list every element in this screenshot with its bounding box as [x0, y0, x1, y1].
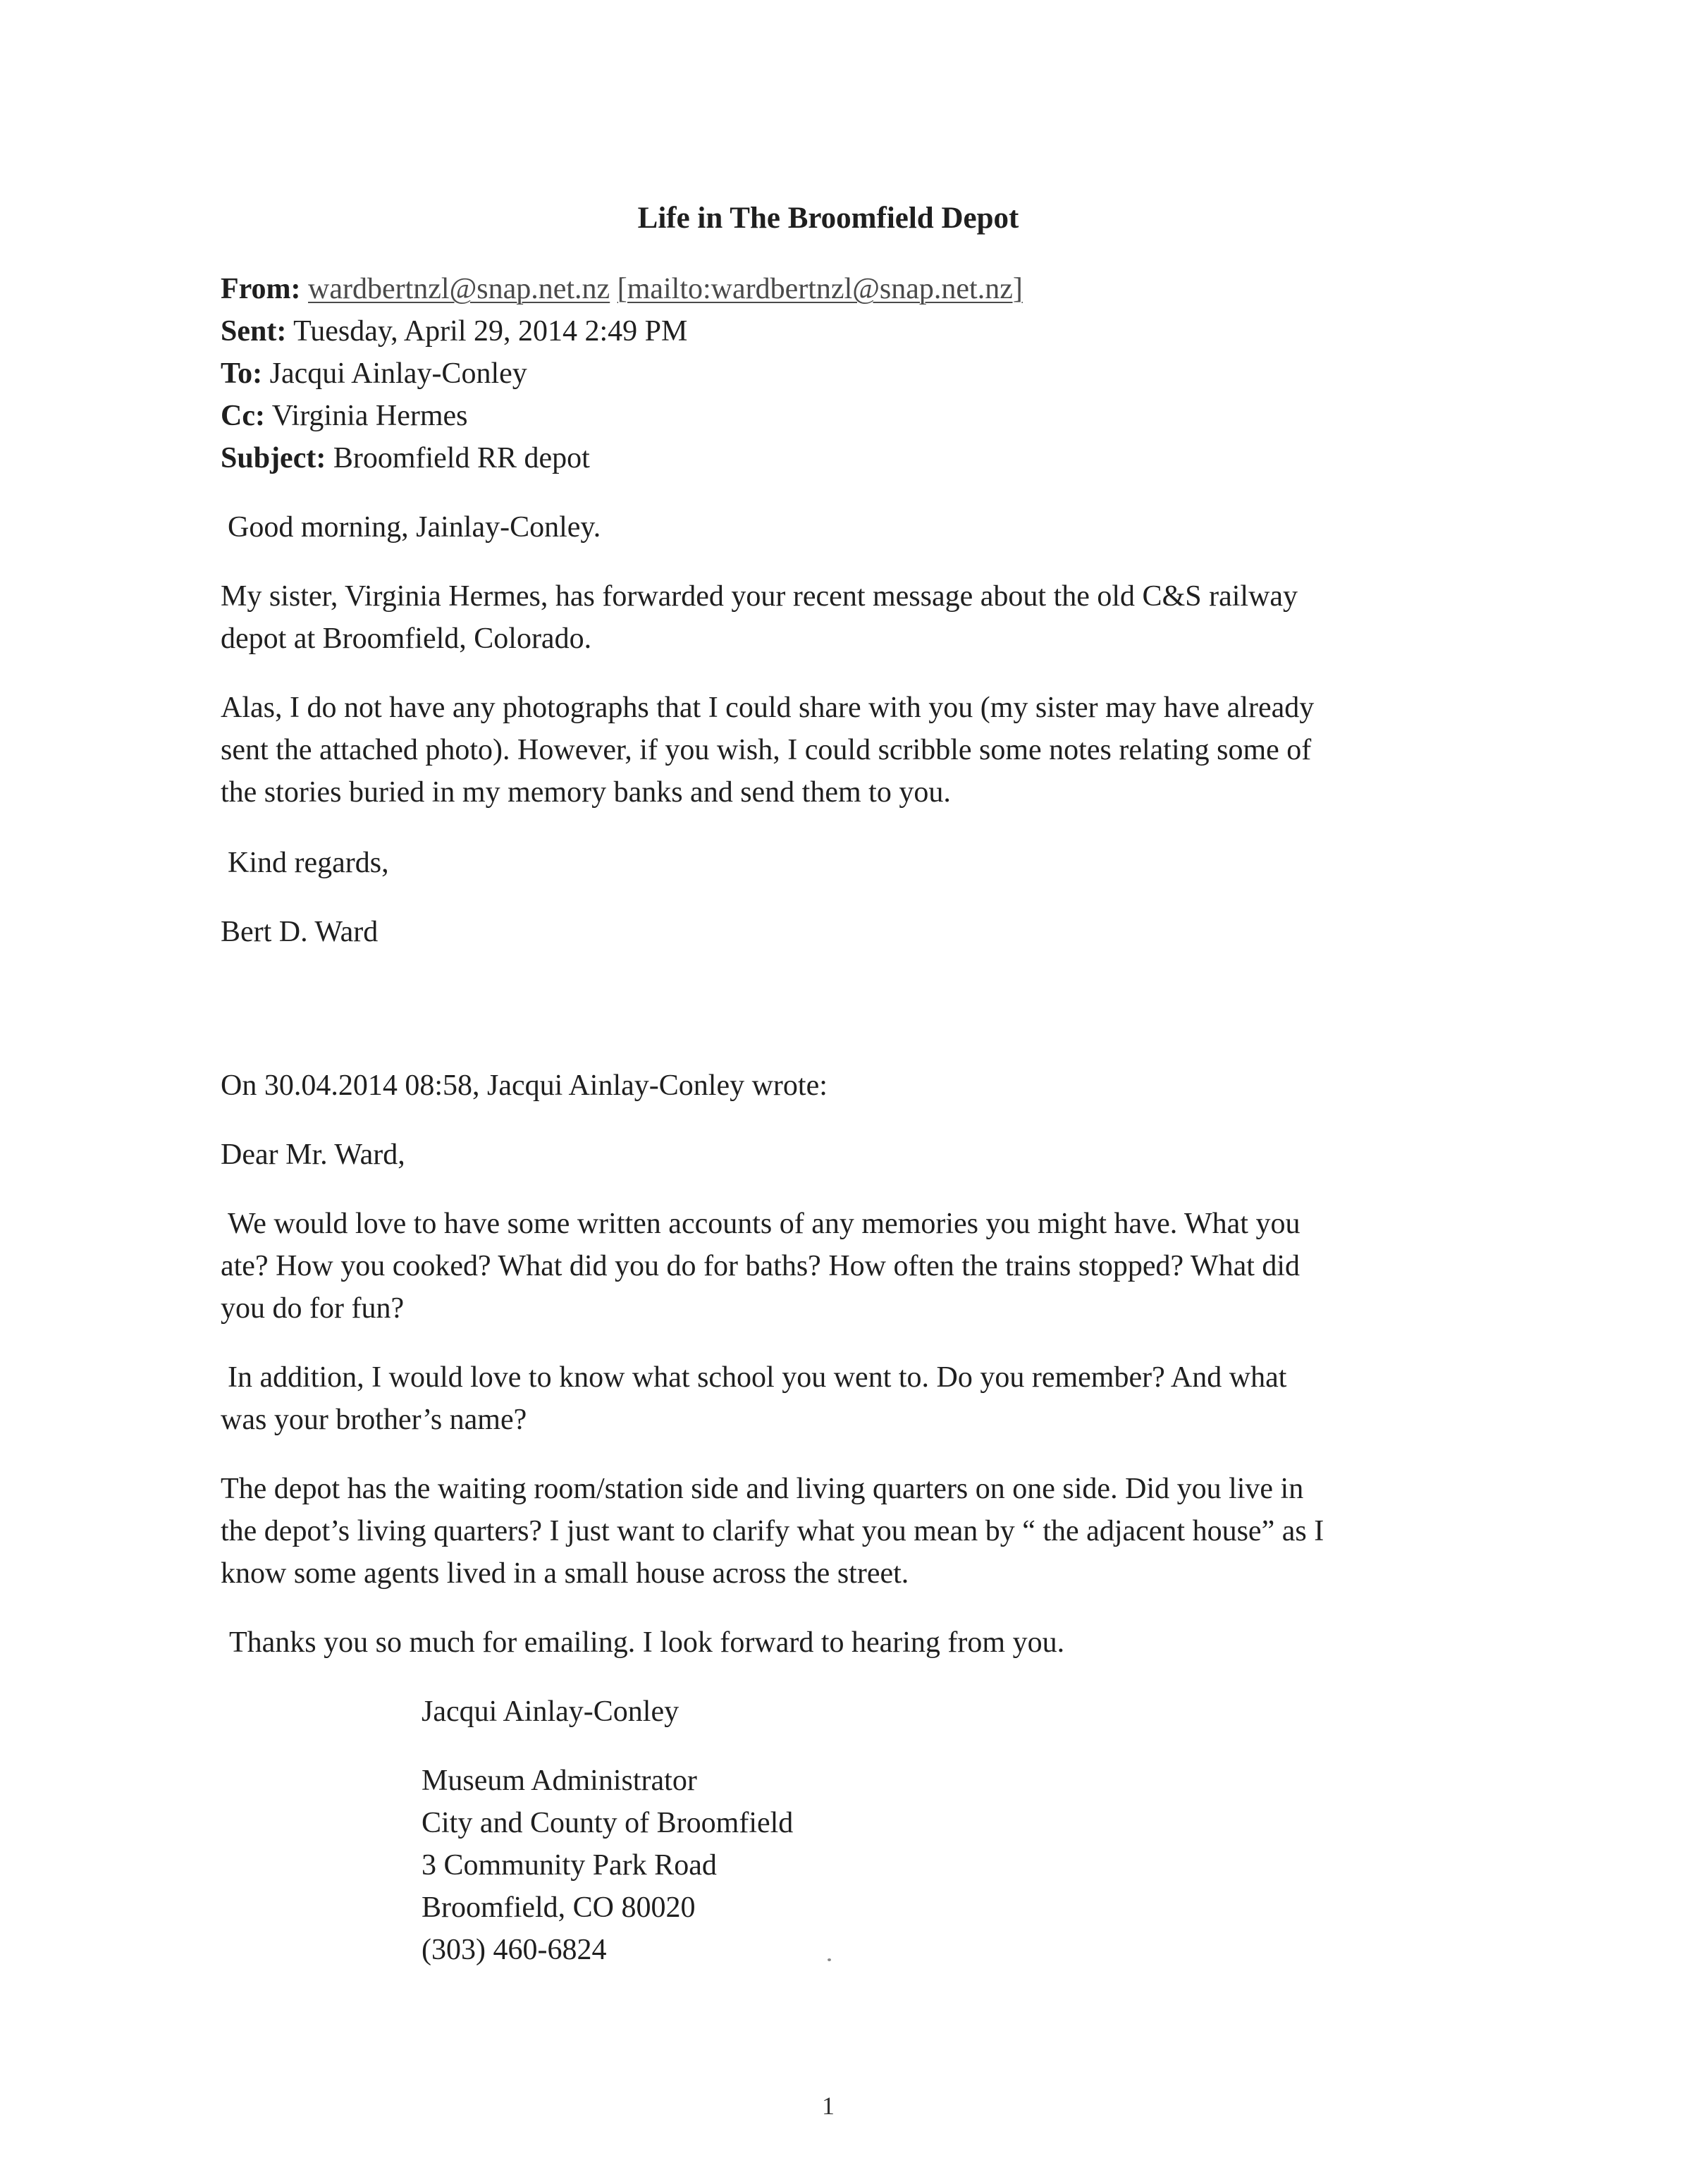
- text-line: sent the attached photo). However, if you wish, I could scribble some notes relating some of: [221, 734, 1312, 766]
- quoted-paragraph-3: [221, 1468, 1461, 1595]
- email-header: [221, 268, 1461, 479]
- cc-value: Virginia Hermes: [271, 400, 468, 432]
- quoted-thanks: Thanks you so much for emailing. I look forward to hearing from you.: [229, 1626, 1065, 1659]
- text-line: Alas, I do not have any photographs that I could share with you (my sister may have already: [221, 692, 1315, 724]
- cc-line: [221, 395, 1461, 437]
- sent-value: Tuesday, April 29, 2014 2:49 PM: [293, 315, 688, 348]
- to-label: To:: [221, 357, 263, 390]
- text-line: was your brother’s name?: [221, 1404, 527, 1436]
- text-line: the depot’s living quarters? I just want to clarify what you mean by “ the adjacent house” as I: [221, 1515, 1324, 1547]
- from-email-link[interactable]: wardbertnzl@snap.net.nz: [308, 273, 610, 305]
- from-label: From:: [221, 273, 301, 305]
- text-line: We would love to have some written accounts of any memories you might have. What you: [228, 1208, 1300, 1240]
- text-line: My sister, Virginia Hermes, has forwarded your recent message about the old C&S railway: [221, 580, 1298, 613]
- page-number: 1: [822, 2092, 835, 2120]
- reply-paragraph-1: [221, 575, 1461, 660]
- from-mailto-link[interactable]: [mailto:wardbertnzl@snap.net.nz]: [617, 273, 1023, 305]
- sig-phone: (303) 460-6824: [422, 1934, 607, 1966]
- text-line: In addition, I would love to know what school you went to. Do you remember? And what: [228, 1361, 1287, 1394]
- cc-label: Cc:: [221, 400, 265, 432]
- reply-paragraph-2: [221, 687, 1461, 814]
- to-line: [221, 352, 1461, 395]
- sig-org: City and County of Broomfield: [422, 1807, 794, 1839]
- text-line: The depot has the waiting room/station side and living quarters on one side. Did you live in: [221, 1473, 1304, 1505]
- text-line: ate? How you cooked? What did you do for baths? How often the trains stopped? What did: [221, 1250, 1300, 1282]
- text-line: you do for fun?: [221, 1292, 405, 1325]
- scan-speck: [828, 1958, 831, 1961]
- reply-greeting: Good morning, Jainlay-Conley.: [228, 511, 601, 544]
- sent-label: Sent:: [221, 315, 287, 348]
- subject-label: Subject:: [221, 442, 326, 474]
- sig-street: 3 Community Park Road: [422, 1849, 717, 1882]
- reply-signature: Bert D. Ward: [221, 916, 379, 948]
- quoted-paragraph-1: [221, 1203, 1461, 1330]
- text-line: the stories buried in my memory banks and send them to you.: [221, 776, 951, 809]
- to-value: Jacqui Ainlay-Conley: [269, 357, 527, 390]
- sent-line: [221, 310, 1461, 352]
- subject-line: [221, 437, 1461, 479]
- sig-title: Museum Administrator: [422, 1765, 697, 1797]
- quoted-signature-details: [422, 1760, 1267, 1971]
- quoted-salutation: Dear Mr. Ward,: [221, 1139, 405, 1171]
- from-line: [221, 268, 1461, 310]
- text-line: know some agents lived in a small house across the street.: [221, 1557, 909, 1590]
- reply-closing: Kind regards,: [228, 847, 389, 879]
- document-title: Life in The Broomfield Depot: [637, 202, 1019, 235]
- sig-city: Broomfield, CO 80020: [422, 1891, 696, 1924]
- quoted-signature-name: Jacqui Ainlay-Conley: [422, 1695, 680, 1728]
- text-line: depot at Broomfield, Colorado.: [221, 622, 592, 655]
- quoted-wrote-line: On 30.04.2014 08:58, Jacqui Ainlay-Conley wrote:: [221, 1069, 828, 1102]
- quoted-paragraph-2: [221, 1356, 1461, 1441]
- subject-value: Broomfield RR depot: [333, 442, 590, 474]
